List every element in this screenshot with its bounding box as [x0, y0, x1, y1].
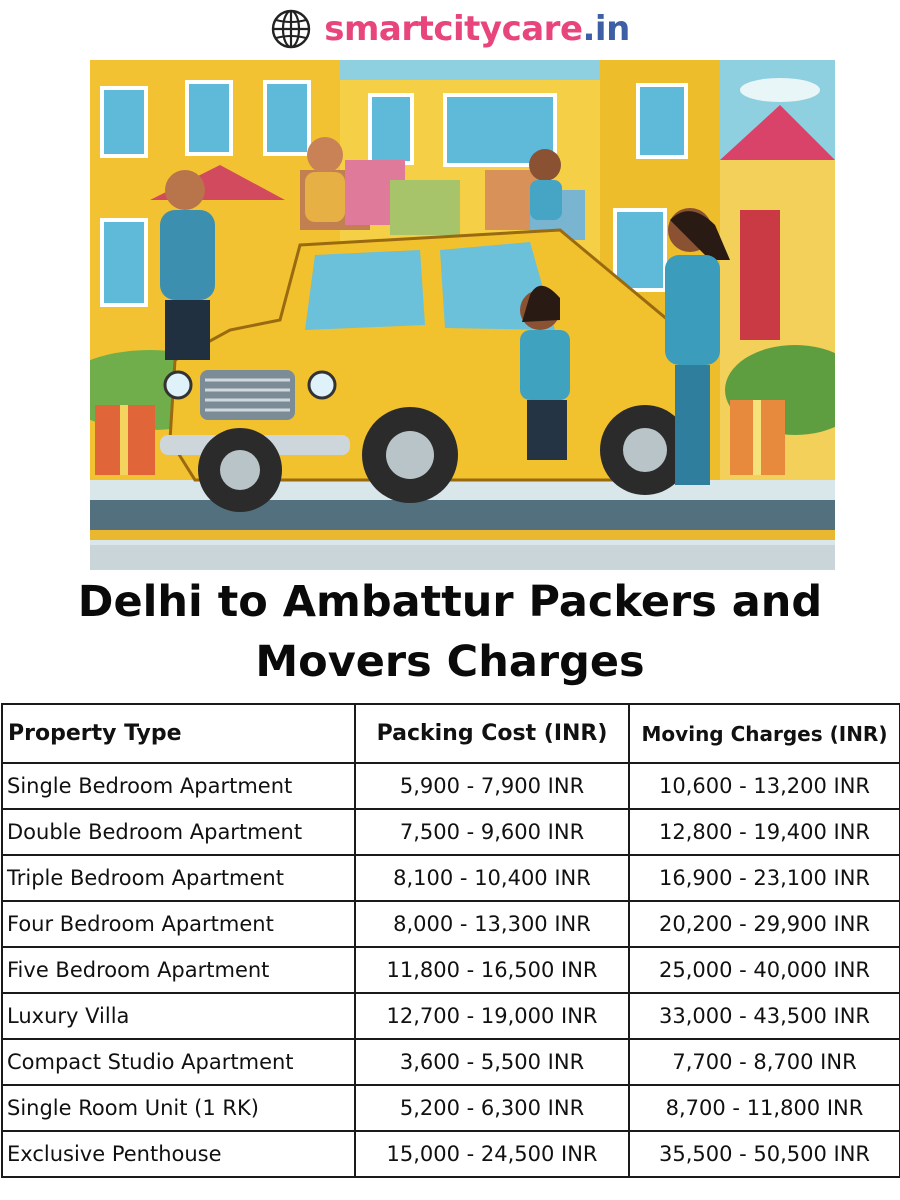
table-row: [2, 1131, 900, 1177]
table-row: [2, 947, 900, 993]
table-row: [2, 993, 900, 1039]
packing-cost-cell: 7,500 - 9,600 INR: [355, 809, 629, 855]
packing-cost-cell: 5,900 - 7,900 INR: [355, 763, 629, 809]
property-type-cell: Five Bedroom Apartment: [2, 947, 355, 993]
header-property-type: Property Type: [2, 704, 355, 763]
moving-charges-cell: 20,200 - 29,900 INR: [629, 901, 900, 947]
illustration-canvas: [90, 60, 835, 570]
header-packing-cost: Packing Cost (INR): [355, 704, 629, 763]
moving-charges-cell: 10,600 - 13,200 INR: [629, 763, 900, 809]
property-type-cell: Single Bedroom Apartment: [2, 763, 355, 809]
property-type-cell: Exclusive Penthouse: [2, 1131, 355, 1177]
moving-charges-cell: 35,500 - 50,500 INR: [629, 1131, 900, 1177]
moving-charges-cell: 7,700 - 8,700 INR: [629, 1039, 900, 1085]
table-row: [2, 763, 900, 809]
property-type-cell: Luxury Villa: [2, 993, 355, 1039]
table-row: [2, 901, 900, 947]
property-type-cell: Double Bedroom Apartment: [2, 809, 355, 855]
packing-cost-cell: 5,200 - 6,300 INR: [355, 1085, 629, 1131]
property-type-cell: Four Bedroom Apartment: [2, 901, 355, 947]
moving-charges-cell: 16,900 - 23,100 INR: [629, 855, 900, 901]
header-moving-charges: Moving Charges (INR): [629, 704, 900, 763]
table-row: [2, 809, 900, 855]
property-type-cell: Compact Studio Apartment: [2, 1039, 355, 1085]
packing-cost-cell: 3,600 - 5,500 INR: [355, 1039, 629, 1085]
moving-charges-cell: 12,800 - 19,400 INR: [629, 809, 900, 855]
table-row: [2, 855, 900, 901]
property-type-cell: Triple Bedroom Apartment: [2, 855, 355, 901]
brand-header: [0, 0, 900, 58]
packing-cost-cell: 15,000 - 24,500 INR: [355, 1131, 629, 1177]
globe-icon: [270, 8, 312, 50]
property-type-cell: Single Room Unit (1 RK): [2, 1085, 355, 1131]
packing-cost-cell: 8,000 - 13,300 INR: [355, 901, 629, 947]
packing-cost-cell: 11,800 - 16,500 INR: [355, 947, 629, 993]
table-row: [2, 1039, 900, 1085]
brand-tld: .in: [582, 9, 630, 49]
page-title-line-1: Delhi to Ambattur Packers and: [77, 577, 823, 627]
moving-charges-cell: 25,000 - 40,000 INR: [629, 947, 900, 993]
page-title-line-2: Movers Charges: [255, 637, 645, 687]
page-title: [0, 572, 900, 702]
brand-name: smartcitycare: [324, 9, 583, 49]
packing-cost-cell: 12,700 - 19,000 INR: [355, 993, 629, 1039]
moving-family-truck-illustration: [90, 60, 835, 570]
table-row: [2, 1085, 900, 1131]
moving-charges-cell: 8,700 - 11,800 INR: [629, 1085, 900, 1131]
charges-table: [1, 703, 900, 1178]
moving-charges-cell: 33,000 - 43,500 INR: [629, 993, 900, 1039]
brand-logo-text: [324, 9, 630, 49]
packing-cost-cell: 8,100 - 10,400 INR: [355, 855, 629, 901]
table-header-row: [2, 704, 900, 763]
